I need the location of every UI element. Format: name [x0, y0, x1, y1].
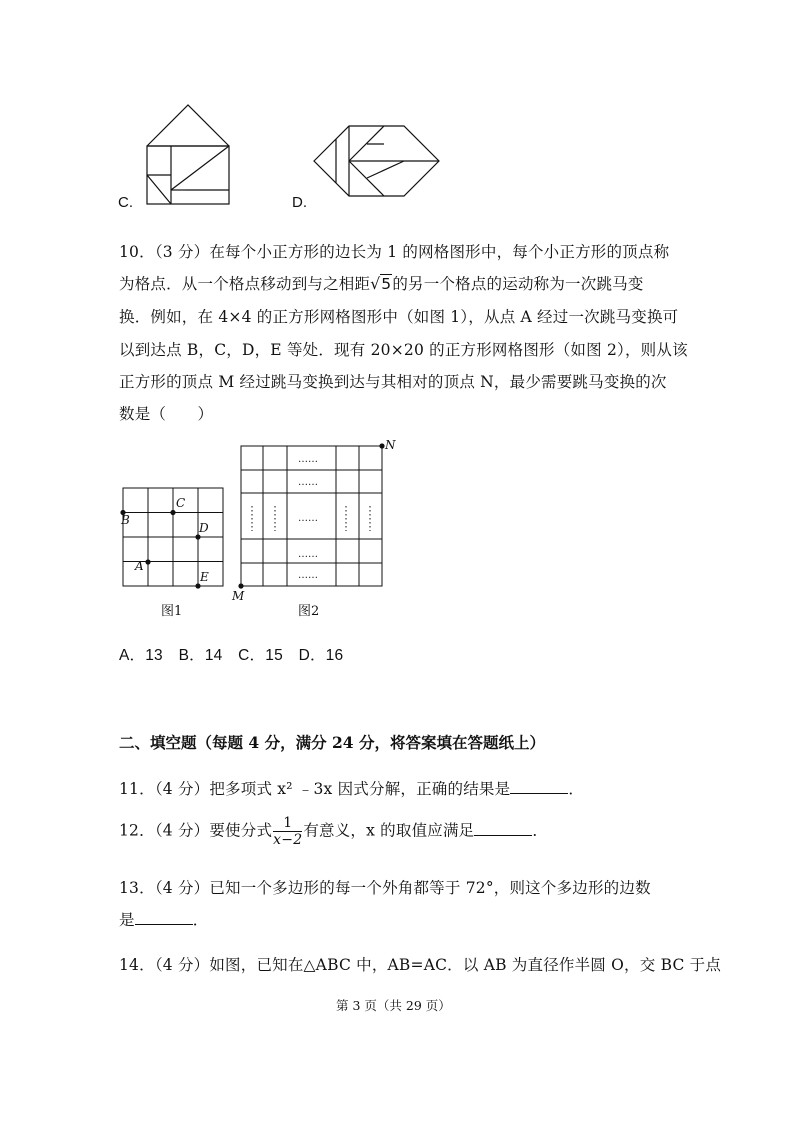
frac-denominator: x−2: [273, 832, 303, 848]
q10-line3: 换．例如，在 4×4 的正方形网格图形中（如图 1），从点 A 经过一次跳马变换可: [119, 308, 679, 326]
q11-text-b: ．: [568, 780, 585, 798]
label-m: M: [232, 589, 245, 601]
q14-line1: 14．（4 分）如图，已知在△ABC 中，AB=AC．以 AB 为直径作半圆 O，交 BC 于点: [119, 956, 722, 974]
dots-row-2: ……: [298, 477, 318, 488]
label-a: A: [135, 559, 144, 573]
q13-text-a: 是: [119, 911, 135, 929]
frac-numerator: 1: [273, 815, 302, 832]
option-d-figure: [292, 120, 442, 215]
label-c: C: [176, 496, 186, 510]
option-d-label: D.: [292, 194, 307, 211]
label-n: N: [385, 438, 396, 452]
figure-1-grid: [115, 480, 235, 595]
q12-fraction: [273, 815, 302, 848]
point-a: [145, 559, 150, 564]
q12: [119, 815, 548, 848]
point-d: [195, 534, 200, 539]
q13-answer-blank[interactable]: [135, 910, 193, 925]
q12-text-a: 12．（4 分）要使分式: [119, 821, 273, 840]
dots-row-3: ……: [298, 513, 318, 524]
sqrt-icon: √5: [370, 275, 392, 293]
point-e: [195, 583, 200, 588]
sqrt-radicand: 5: [381, 275, 392, 293]
option-d: [292, 120, 442, 215]
point-c: [170, 510, 175, 515]
option-c-label: C.: [118, 194, 133, 211]
q11: [119, 777, 584, 799]
q10-line2a: 为格点．从一个格点移动到与之相距: [119, 275, 371, 293]
dots-row-5: ……: [298, 570, 318, 581]
dots-row-4: ……: [298, 549, 318, 560]
q10-line2: [119, 272, 644, 294]
section-2-title: 二、填空题（每题 4 分，满分 24 分，将答案填在答题纸上）: [119, 733, 545, 752]
q13-text-b: ．: [192, 911, 209, 929]
q13-line2: [119, 908, 208, 930]
label-d: D: [199, 521, 209, 535]
q10-line1: 10．（3 分）在每个小正方形的边长为 1 的网格图形中，每个小正方形的顶点称: [119, 243, 670, 261]
q12-text-b: 有意义，x 的取值应满足: [303, 821, 475, 840]
figure-2: [228, 436, 398, 620]
label-b: B: [121, 513, 130, 527]
q11-answer-blank[interactable]: [510, 779, 568, 794]
figure-1: [115, 480, 235, 620]
page-footer: 第 3 页（共 29 页）: [336, 998, 451, 1013]
q10-line5: 正方形的顶点 M 经过跳马变换到达与其相对的顶点 N，最少需要跳马变换的次: [119, 373, 667, 391]
figure-1-caption: 图1: [161, 604, 183, 619]
figure-2-grid: [228, 436, 398, 601]
q13-line1: 13．（4 分）已知一个多边形的每一个外角都等于 72°，则这个多边形的边数: [119, 879, 651, 897]
q10-line4: 以到达点 B，C，D，E 等处．现有 20×20 的正方形网格图形（如图 2），则从该: [119, 341, 688, 359]
option-c: [118, 100, 248, 215]
q12-text-c: ．: [532, 821, 549, 840]
point-m: [238, 583, 243, 588]
figure-2-caption: 图2: [298, 604, 320, 619]
q10-line2b: 的另一个格点的运动称为一次跳马变: [392, 275, 644, 293]
label-e: E: [200, 570, 209, 584]
q12-answer-blank[interactable]: [474, 821, 532, 836]
q10-choices: A．13 B．14 C．15 D．16: [119, 647, 344, 664]
q10-line6: 数是（ ）: [119, 405, 214, 423]
point-n: [379, 443, 384, 448]
q11-text-a: 11．（4 分）把多项式 x² ﹣3x 因式分解，正确的结果是: [119, 780, 511, 798]
dots-row-1: ……: [298, 454, 318, 465]
option-c-figure: [118, 100, 248, 215]
